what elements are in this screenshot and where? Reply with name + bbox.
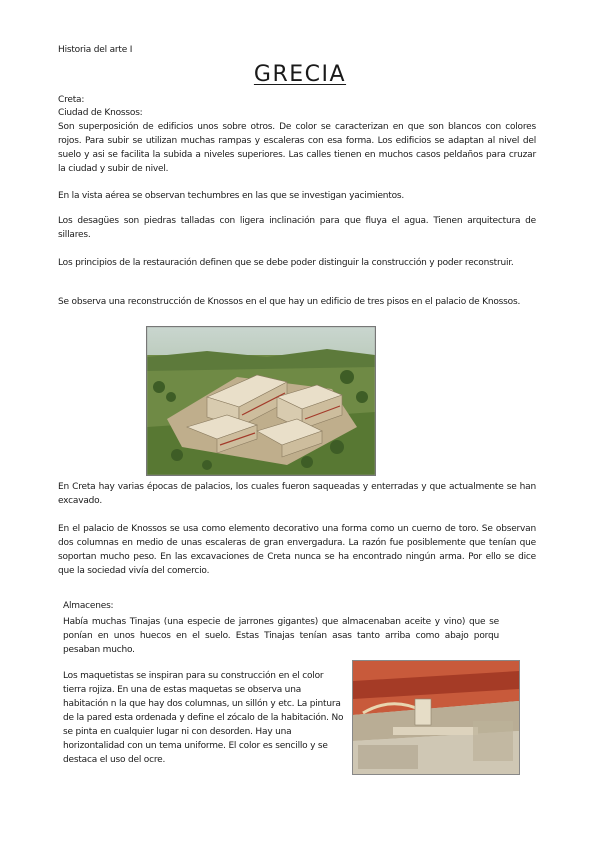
course-header: Historia del arte I (58, 45, 133, 55)
section-heading: Creta: (58, 95, 85, 105)
subsection-heading: Ciudad de Knossos: (58, 108, 143, 118)
paragraph-1: Son superposición de edificios unos sobre otros. De color se caracterizan en que son blancos con colores rojos. Para subir se utilizan muchas rampas y escaleras con esa forma. Los edificios se adaptan al nivel del suelo y asi se facilita la subida a niveles superiores. Las calles tienen en muchos casos peldaños para cruzar la ciudad y subir de nivel. (58, 122, 536, 174)
paragraph-9: Los maquetistas se inspiran para su construcción en el color tierra rojiza. En una de estas maquetas se observa una habitación n la que hay dos columnas, un sillón y etc. La pintura de la pared esta ordenada y define el zócalo de la habitación. No se pinta en cualquier lugar ni con desorden. Hay una horizontalidad con un tema uniforme. El color es sencillo y se destaca el uso del ocre. (63, 671, 344, 765)
almacenes-heading: Almacenes: (63, 601, 114, 611)
knossos-reconstruction-image (146, 326, 376, 476)
paragraph-7: En el palacio de Knossos se usa como elemento decorativo una forma como un cuerno de toro. Se observan dos columnas en medio de unas escaleras de gran envergadura. La razón fue posiblemente que tenían que soportan mucho peso. En las excavaciones de Creta nunca se ha encontrado ningún arma. Por ello se dice que la sociedad vivía del comercio. (58, 524, 536, 576)
paragraph-5: Se observa una reconstrucción de Knossos en el que hay un edificio de tres pisos en el palacio de Knossos. (58, 297, 521, 307)
throne-room-image (352, 660, 520, 775)
page-title: GRECIA (253, 62, 347, 87)
paragraph-8: Había muchas Tinajas (una especie de jarrones gigantes) que almacenaban aceite y vino) que se ponían en unos huecos en el suelo. Estas Tinajas tenían asas tanto arriba como abajo porqu pesaban mucho. (63, 617, 499, 655)
paragraph-3: Los desagües son piedras talladas con ligera inclinación para que fluya el agua. Tienen arquitectura de sillares. (58, 216, 536, 240)
paragraph-4: Los principios de la restauración definen que se debe poder distinguir la construcción y poder reconstruir. (58, 258, 514, 268)
paragraph-6: En Creta hay varias épocas de palacios, los cuales fueron saqueadas y enterradas y que actualmente se han excavado. (58, 482, 536, 506)
paragraph-2: En la vista aérea se observan techumbres en las que se investigan yacimientos. (58, 191, 405, 201)
